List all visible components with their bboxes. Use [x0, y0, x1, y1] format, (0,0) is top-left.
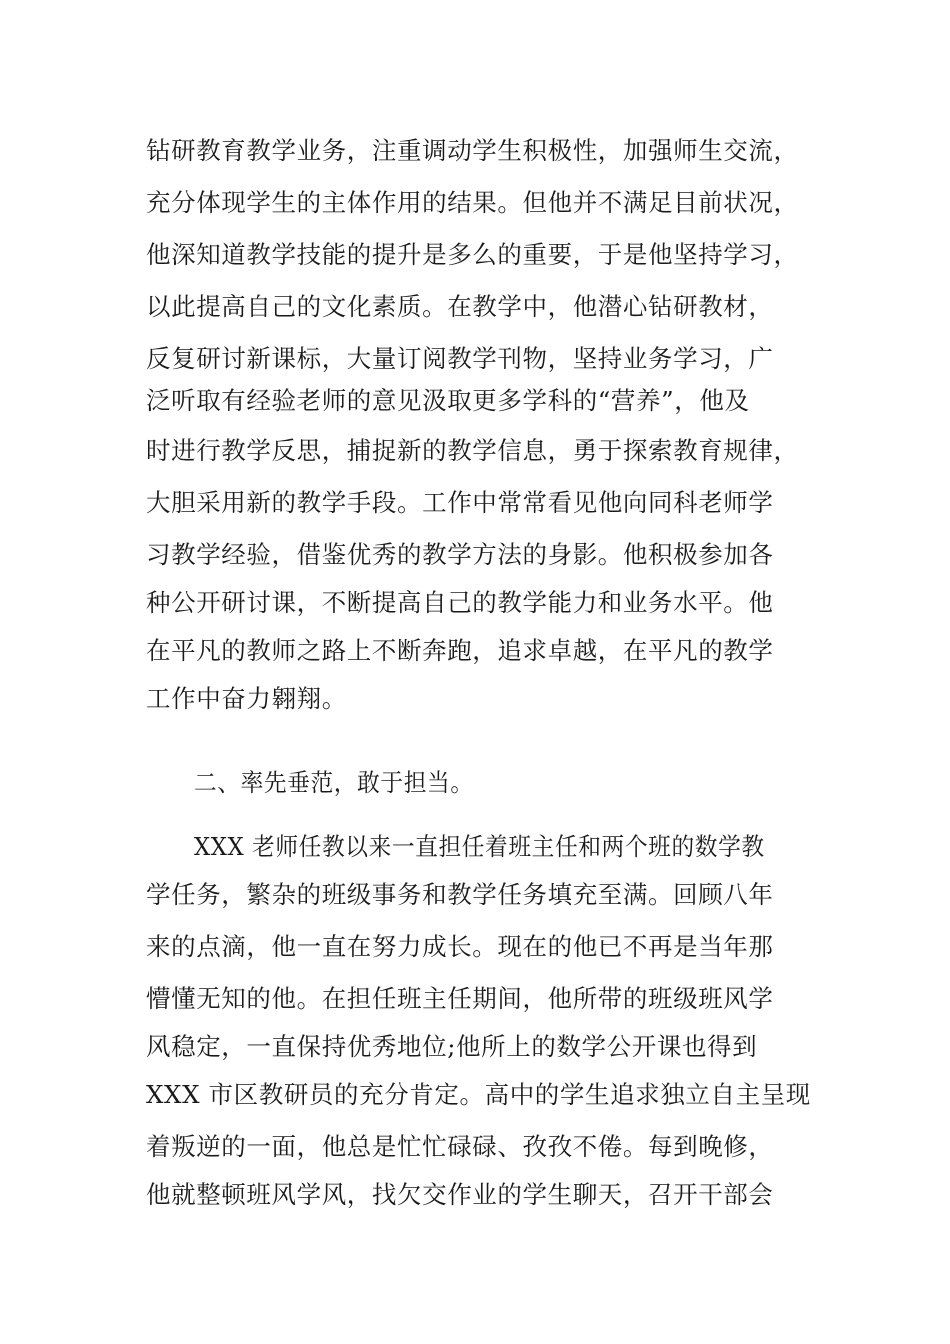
text-line: 来的点滴，他一直在努力成长。现在的他已不再是当年那 [146, 932, 774, 961]
text-line: XXX 老师任教以来一直担任着班主任和两个班的数学教 [194, 832, 765, 861]
text-line: 着叛逆的一面，他总是忙忙碌碌、孜孜不倦。每到晚修， [146, 1132, 774, 1161]
text-line: 充分体现学生的主体作用的结果。但他并不满足目前状况， [146, 188, 799, 217]
text-line: 工作中奋力翱翔。 [146, 684, 347, 713]
text-line: 他就整顿班风学风，找欠交作业的学生聊天，召开干部会 [146, 1180, 774, 1209]
text-line: 以此提高自己的文化素质。在教学中，他潜心钻研教材， [146, 292, 774, 321]
text-line: 学任务，繁杂的班级事务和教学任务填充至满。回顾八年 [146, 880, 774, 909]
text-line: 钻研教育教学业务，注重调动学生积极性，加强师生交流， [146, 136, 799, 165]
text-line: 在平凡的教师之路上不断奔跑，追求卓越，在平凡的教学 [146, 636, 774, 665]
text-line: XXX 市区教研员的充分肯定。高中的学生追求独立自主呈现 [146, 1080, 811, 1109]
text-line: 大胆采用新的教学手段。工作中常常看见他向同科老师学 [146, 488, 774, 517]
text-line: 泛听取有经验老师的意见汲取更多学科的“营养”，他及 [146, 386, 750, 415]
text-line: 懵懂无知的他。在担任班主任期间，他所带的班级班风学 [146, 984, 774, 1013]
text-line: 风稳定，一直保持优秀地位;他所上的数学公开课也得到 [146, 1032, 758, 1061]
text-line: 种公开研讨课，不断提高自己的教学能力和业务水平。他 [146, 588, 774, 617]
section-heading: 二、率先垂范，敢于担当。 [194, 768, 474, 797]
text-line: 他深知道教学技能的提升是多么的重要，于是他坚持学习， [146, 240, 799, 269]
text-line: 时进行教学反思，捕捉新的教学信息，勇于探索教育规律， [146, 436, 799, 465]
text-line: 习教学经验，借鉴优秀的教学方法的身影。他积极参加各 [146, 540, 774, 569]
text-line: 反复研讨新课标，大量订阅教学刊物，坚持业务学习，广 [146, 344, 774, 373]
